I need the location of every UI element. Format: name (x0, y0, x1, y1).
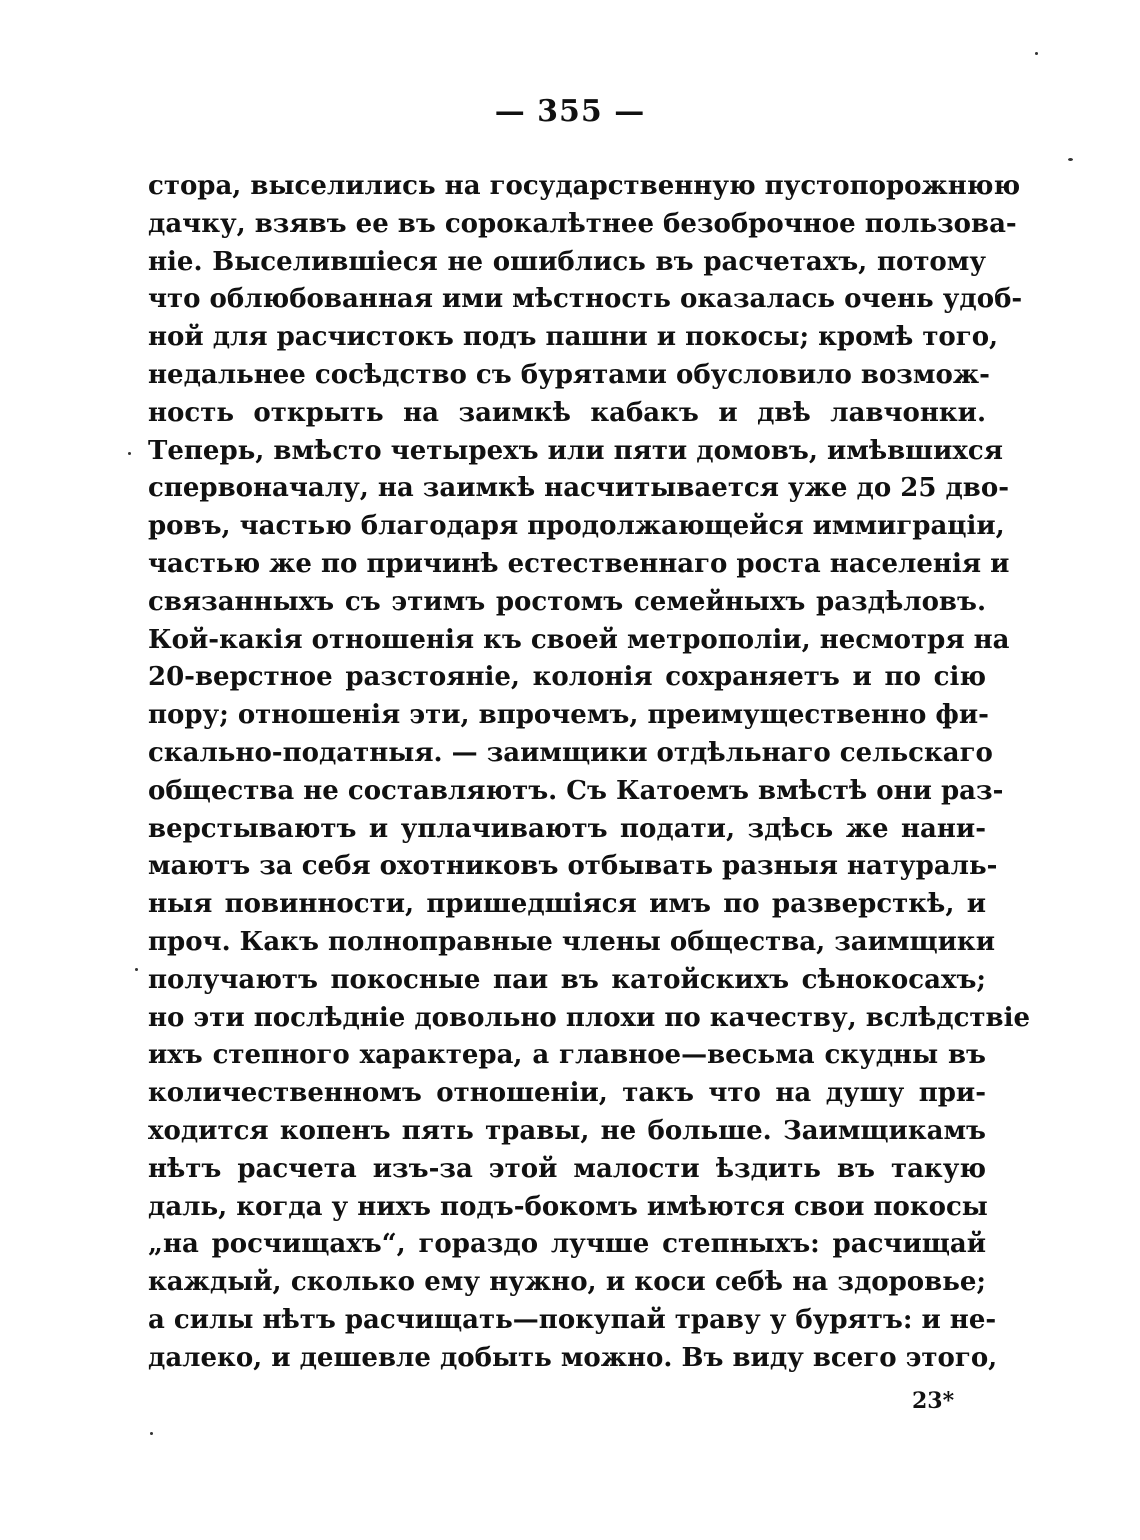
text-line-31: а силы нѣтъ расчищать—покупай траву у бурятъ: и не- (148, 1304, 997, 1335)
scan-speck (135, 968, 138, 971)
page-number: — 355 — (494, 94, 646, 129)
text-line-27: нѣтъ расчета изъ-за этой малости ѣздить въ такую (148, 1153, 986, 1184)
text-line-14: 20-верстное разстояніе, колонія сохраняетъ и по сію (148, 662, 986, 693)
text-line-1: стора, выселились на государственную пустопорожнюю (148, 171, 1021, 201)
text-line-11: частью же по причинѣ естественнаго роста населенія и (148, 548, 1010, 579)
text-line-13: Кой-какія отношенія къ своей метрополіи, несмотря на (148, 624, 1010, 655)
text-line-7: ность открыть на заимкѣ кабакъ и двѣ лавчонки. (148, 397, 986, 428)
body-text (148, 168, 1031, 1378)
text-line-24: ихъ степного характера, а главное—весьма скудны въ (148, 1040, 986, 1071)
text-line-32: далеко, и дешевле добыть можно. Въ виду всего этого, (148, 1342, 998, 1373)
text-line-8: Теперь, вмѣсто четырехъ или пяти домовъ, имѣвшихся (148, 435, 1003, 466)
text-line-17: общества не составляютъ. Съ Катоемъ вмѣстѣ они раз- (148, 775, 1004, 806)
text-line-22: получаютъ покосные паи въ катойскихъ сѣнокосахъ; (148, 964, 986, 995)
signature-mark: 23* (912, 1388, 955, 1414)
scan-speck (1035, 52, 1038, 55)
scan-speck (128, 452, 131, 455)
text-line-9: спервоначалу, на заимкѣ насчитывается уже до 25 дво- (148, 473, 1009, 504)
text-line-4: что облюбованная ими мѣстность оказалась очень удоб- (148, 284, 1023, 315)
text-line-30: каждый, сколько ему нужно, и коси себѣ на здоровье; (148, 1267, 986, 1298)
text-line-23: но эти послѣдніе довольно плохи по качеству, вслѣдствіе (148, 1002, 1031, 1033)
scan-speck (150, 1432, 153, 1435)
text-line-18: верстываютъ и уплачиваютъ подати, здѣсь же нани- (148, 813, 986, 844)
text-line-2: дачку, взявъ ее въ сорокалѣтнее безоброчное пользова- (148, 208, 1017, 239)
text-line-29: „на росчищахъ“, гораздо лучше степныхъ: расчищай (148, 1229, 986, 1260)
text-line-12: связанныхъ съ этимъ ростомъ семейныхъ раздѣловъ. (148, 586, 986, 617)
text-line-15: пору; отношенія эти, впрочемъ, преимущественно фи- (148, 700, 989, 731)
text-line-19: маютъ за себя охотниковъ отбывать разныя натураль- (148, 851, 998, 882)
scan-speck (1068, 158, 1073, 161)
text-line-20: ныя повинности, пришедшіяся имъ по разверсткѣ, и (148, 889, 986, 920)
text-line-10: ровъ, частью благодаря продолжающейся иммиграціи, (148, 511, 1005, 542)
text-line-28: даль, когда у нихъ подъ-бокомъ имѣются свои покосы (148, 1191, 988, 1222)
text-line-3: ніе. Выселившіеся не ошиблись въ расчетахъ, потому (148, 246, 986, 277)
text-line-26: ходится копенъ пять травы, не больше. Заимщикамъ (148, 1115, 986, 1146)
text-line-16: скально-податныя. — заимщики отдѣльнаго сельскаго (148, 737, 993, 768)
text-line-25: количественномъ отношеніи, такъ что на душу при- (148, 1078, 986, 1109)
text-line-5: ной для расчистокъ подъ пашни и покосы; кромѣ того, (148, 322, 999, 353)
text-line-21: проч. Какъ полноправные члены общества, заимщики (148, 926, 995, 957)
text-line-6: недальнее сосѣдство съ бурятами обусловило возмож- (148, 359, 990, 390)
